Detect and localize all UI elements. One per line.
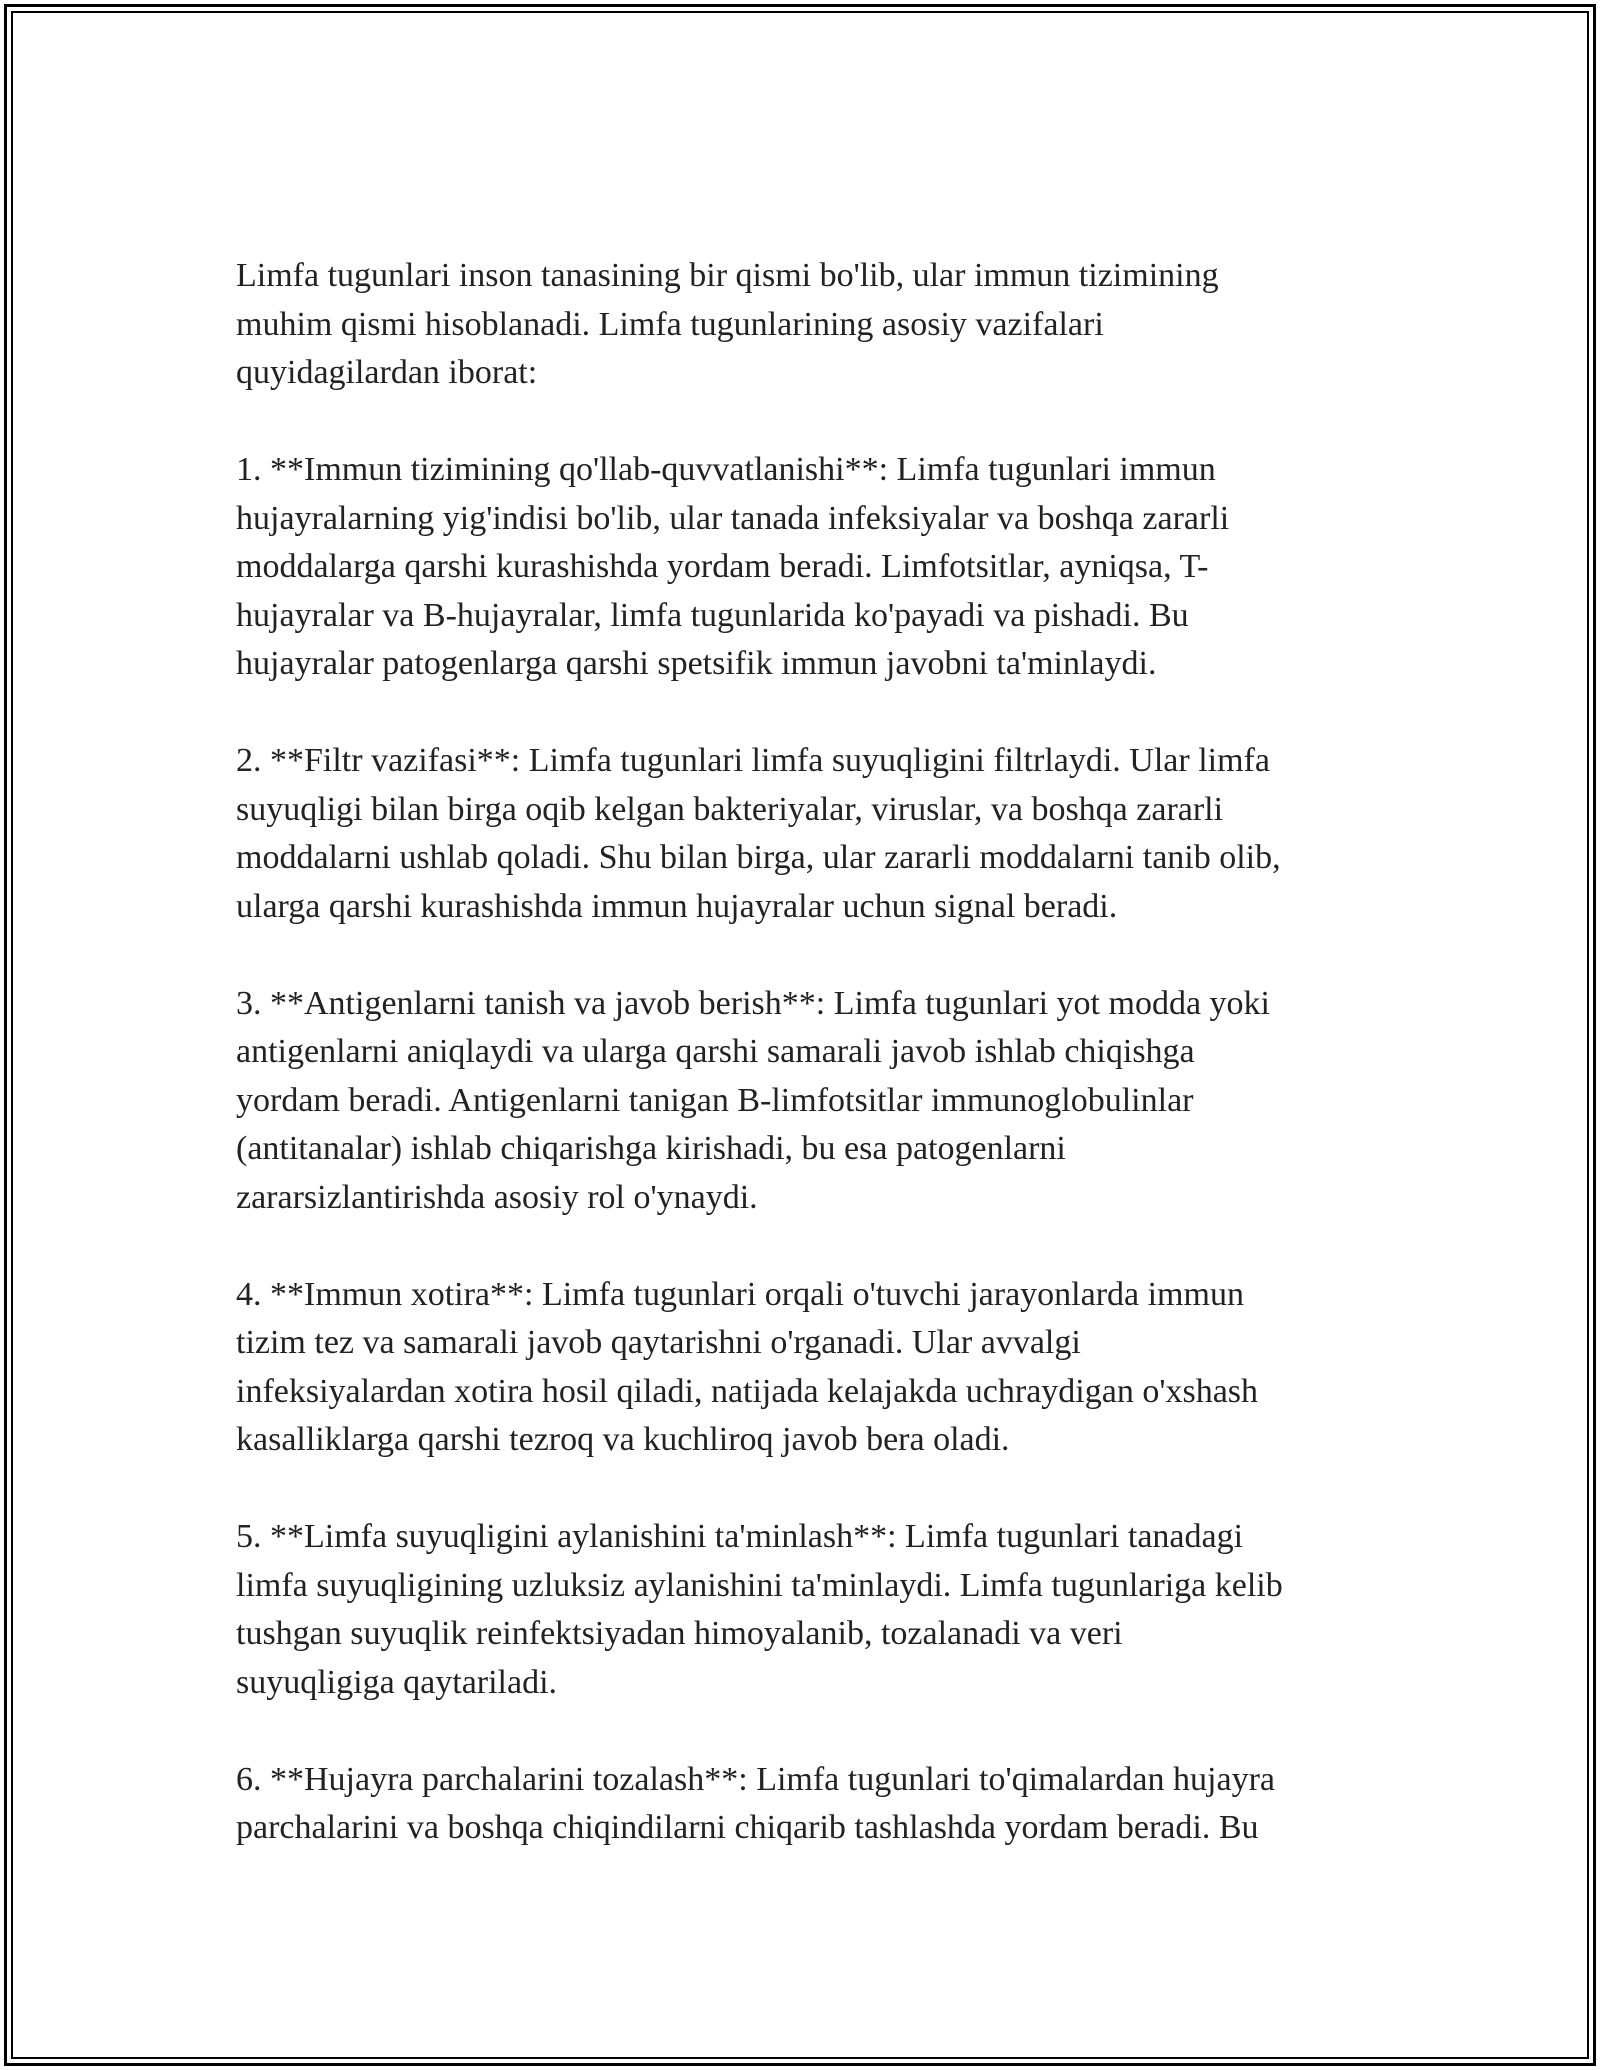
text-line: suyuqligiga qaytariladi. [236, 1663, 558, 1701]
text-line: moddalarga qarshi kurashishda yordam beradi. Limfotsitlar, ayniqsa, T- [236, 548, 1209, 585]
paragraph-item-4 [236, 1271, 1376, 1465]
text-line: 2. **Filtr vazifasi**: Limfa tugunlari limfa suyuqligini filtrlaydi. Ular limfa [236, 742, 1270, 779]
document-body [236, 252, 1376, 1853]
text-line: tizim tez va samarali javob qaytarishni o'rganadi. Ular avvalgi [236, 1324, 1081, 1361]
text-line: hujayralarning yig'indisi bo'lib, ular tanada infeksiyalar va boshqa zararli [236, 499, 1230, 537]
text-line: antigenlarni aniqlaydi va ularga qarshi samarali javob ishlab chiqishga [236, 1033, 1195, 1070]
text-line: infeksiyalardan xotira hosil qiladi, natijada kelajakda uchraydigan o'xshash [236, 1372, 1259, 1410]
text-line: hujayralar patogenlarga qarshi spetsifik immun javobni ta'minlaydi. [236, 645, 1157, 682]
paragraph-item-3 [236, 980, 1376, 1223]
text-line: suyuqligi bilan birga oqib kelgan bakteriyalar, viruslar, va boshqa zararli [236, 790, 1224, 828]
paragraph-item-2 [236, 737, 1376, 931]
text-line: muhim qismi hisoblanadi. Limfa tugunlarining asosiy vazifalari [236, 305, 1104, 343]
text-line: quyidagilardan iborat: [236, 354, 538, 391]
text-line: moddalarni ushlab qoladi. Shu bilan birga, ular zararli moddalarni tanib olib, [236, 839, 1281, 876]
text-line: ularga qarshi kurashishda immun hujayralar uchun signal beradi. [236, 887, 1118, 925]
text-line: zararsizlantirishda asosiy rol o'ynaydi. [236, 1178, 758, 1216]
text-line: limfa suyuqligining uzluksiz aylanishini ta'minlaydi. Limfa tugunlariga kelib [236, 1566, 1283, 1604]
paragraph-item-1 [236, 446, 1376, 689]
text-line: 3. **Antigenlarni tanish va javob berish**: Limfa tugunlari yot modda yoki [236, 984, 1270, 1022]
text-line: tushgan suyuqlik reinfektsiyadan himoyalanib, tozalanadi va veri [236, 1615, 1123, 1652]
text-line: hujayralar va B-hujayralar, limfa tugunlarida ko'payadi va pishadi. Bu [236, 596, 1189, 634]
text-line: 4. **Immun xotira**: Limfa tugunlari orqali o'tuvchi jarayonlarda immun [236, 1275, 1244, 1313]
text-line: 5. **Limfa suyuqligini aylanishini ta'minlash**: Limfa tugunlari tanadagi [236, 1518, 1244, 1555]
text-line: Limfa tugunlari inson tanasining bir qismi bo'lib, ular immun tizimining [236, 257, 1219, 294]
paragraph-intro [236, 252, 1376, 398]
text-line: 1. **Immun tizimining qo'llab-quvvatlanishi**: Limfa tugunlari immun [236, 451, 1216, 488]
text-line: yordam beradi. Antigenlarni tanigan B-limfotsitlar immunoglobulinlar [236, 1081, 1194, 1119]
text-line: parchalarini va boshqa chiqindilarni chiqarib tashlashda yordam beradi. Bu [236, 1809, 1259, 1846]
text-line: 6. **Hujayra parchalarini tozalash**: Limfa tugunlari to'qimalardan hujayra [236, 1760, 1275, 1798]
text-line: (antitanalar) ishlab chiqarishga kirishadi, bu esa patogenlarni [236, 1130, 1066, 1167]
paragraph-item-5 [236, 1513, 1376, 1707]
text-line: kasalliklarga qarshi tezroq va kuchliroq javob bera oladi. [236, 1421, 1010, 1458]
paragraph-item-6 [236, 1756, 1376, 1853]
